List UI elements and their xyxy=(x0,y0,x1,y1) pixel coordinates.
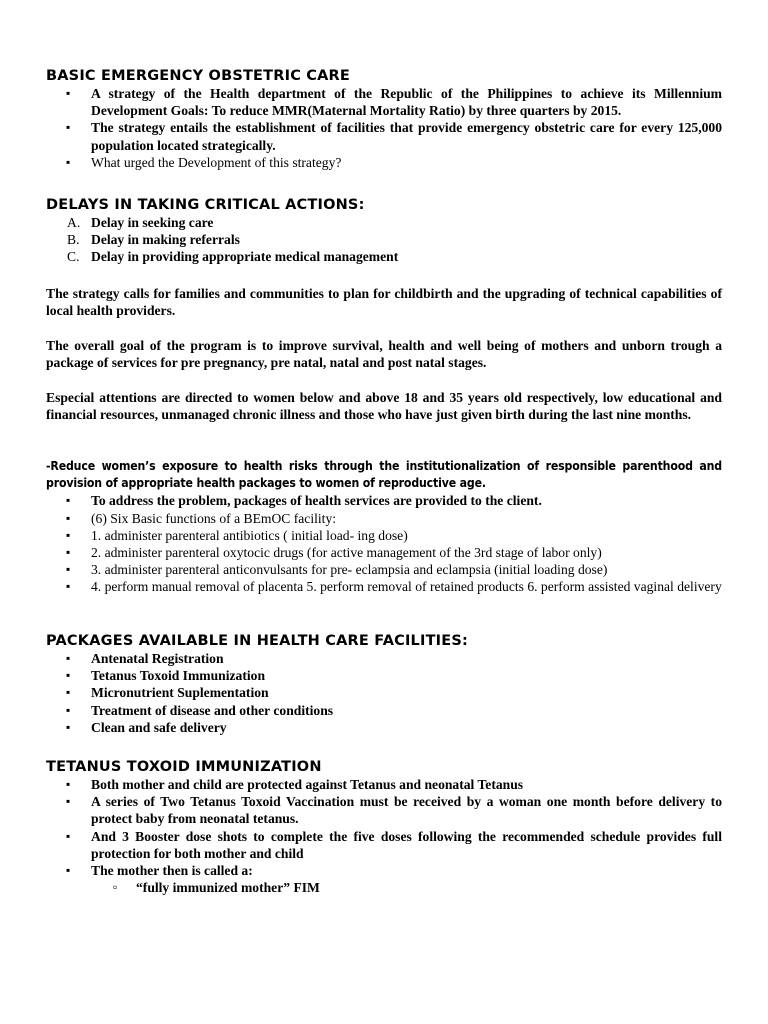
packages-heading-colon: : xyxy=(462,633,469,649)
packages-heading xyxy=(46,632,722,650)
paragraph: Especial attentions are directed to women below and above 18 and 35 years old respectively, low educational and financial resources, unmanaged chronic illness and those who have just given birth during the last nine months. xyxy=(46,390,722,423)
list-item: ▪ 1. administer parenteral antibiotics ( initial load- ing dose) xyxy=(46,527,722,544)
list-item: ▪ And 3 Booster dose shots to complete the five doses following the recommended schedule provides full protection for both mother and child xyxy=(46,828,722,862)
paragraph-2-block xyxy=(46,337,722,371)
list-marker: B. xyxy=(67,232,80,248)
list-marker: A. xyxy=(67,215,81,230)
list-item: ▪ Micronutrient Suplementation xyxy=(46,684,722,701)
delays-heading: DELAYS IN TAKING CRITICAL ACTIONS: xyxy=(46,197,365,213)
list-item: ▪ A strategy of the Health department of the Republic of the Philippines to achieve its Millennium Development Goals: To reduce MMR(Maternal Mortality Ratio) by three quarters by 2015. xyxy=(46,85,722,119)
tetanus-heading: TETANUS TOXOID IMMUNIZATION xyxy=(46,759,322,775)
list-item: ▪ 3. administer parenteral anticonvulsants for pre- eclampsia and eclampsia (initial loading dose) xyxy=(46,561,722,578)
list-item: ▪ Treatment of disease and other conditions xyxy=(46,702,722,719)
list-item-text: Delay in providing appropriate medical management xyxy=(91,249,399,265)
list-item: ▪ To address the problem, packages of health services are provided to the client. xyxy=(46,492,722,509)
delays-list xyxy=(46,214,722,266)
list-item: ▪ Clean and safe delivery xyxy=(46,719,722,736)
paragraph-3-block xyxy=(46,389,722,423)
list-item: ▪ 4. perform manual removal of placenta 5. perform removal of retained products 6. perform assisted vaginal delivery xyxy=(46,578,722,595)
paragraph-1-block xyxy=(46,285,722,319)
list-item: ▪ A series of Two Tetanus Toxoid Vaccination must be received by a woman one month before delivery to protect baby from neonatal tetanus. xyxy=(46,793,722,827)
list-item: ▪ The strategy entails the establishment of facilities that provide emergency obstetric care for every 125,000 population located strategically. xyxy=(46,119,722,153)
list-item: ▪ Both mother and child are protected against Tetanus and neonatal Tetanus xyxy=(46,776,722,793)
tetanus-list xyxy=(46,776,722,879)
tetanus-section xyxy=(46,758,722,896)
list-item xyxy=(46,231,722,248)
bemoc-list xyxy=(46,85,722,171)
tetanus-sublist xyxy=(46,879,722,896)
paragraph: The overall goal of the program is to improve survival, health and well being of mothers and unborn trough a package of services for pre pregnancy, pre natal, natal and post natal stages. xyxy=(46,338,722,371)
bemoc-functions-list xyxy=(46,492,722,595)
list-item-text: Delay in seeking care xyxy=(91,215,214,230)
list-item: ▪ Tetanus Toxoid Immunization xyxy=(46,667,722,684)
list-item xyxy=(46,214,722,231)
list-marker: C. xyxy=(67,249,80,265)
paragraph: The strategy calls for families and communities to plan for childbirth and the upgrading of technical capabilities of local health providers. xyxy=(46,286,722,319)
bemoc-section xyxy=(46,67,722,171)
list-item: ▪ Antenatal Registration xyxy=(46,650,722,667)
reduce-section xyxy=(46,458,722,596)
list-item: ▪ (6) Six Basic functions of a BEmOC facility: xyxy=(46,510,722,527)
delays-section xyxy=(46,196,722,266)
list-item: ▪ 2. administer parenteral oxytocic drugs (for active management of the 3rd stage of labor only) xyxy=(46,544,722,561)
reduce-text: -Reduce women’s exposure to health risks through the institutionalization of responsible parenthood and provision of appropriate health packages to women of reproductive age. xyxy=(46,459,722,491)
list-item xyxy=(46,248,722,265)
list-item-text: Delay in making referrals xyxy=(91,232,240,248)
packages-section xyxy=(46,632,722,736)
packages-heading-text: PACKAGES AVAILABLE IN HEALTH CARE FACILITIES xyxy=(46,633,463,649)
packages-list xyxy=(46,650,722,736)
list-item: ▪ What urged the Development of this strategy? xyxy=(46,154,722,171)
bemoc-heading: BASIC EMERGENCY OBSTETRIC CARE xyxy=(46,68,351,84)
sub-list-item: ▫ “fully immunized mother” FIM xyxy=(46,879,722,896)
list-item: ▪ The mother then is called a: xyxy=(46,862,722,879)
